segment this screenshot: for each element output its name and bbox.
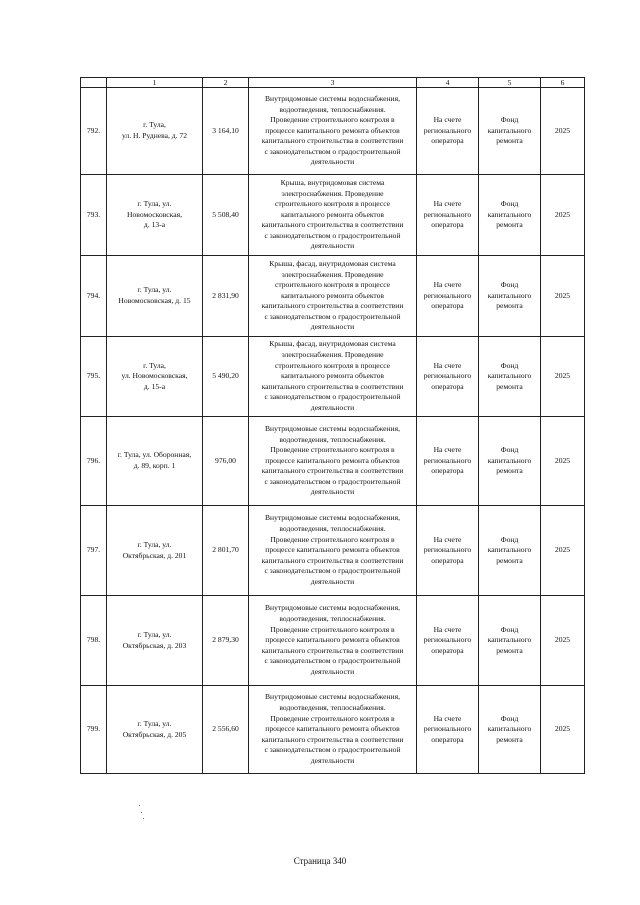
table-row	[81, 596, 585, 686]
area-cell: 976,00	[203, 417, 249, 506]
table-row	[81, 417, 585, 506]
account-cell: На счете регионального оператора	[417, 506, 479, 596]
year-cell: 2025	[541, 506, 585, 596]
table-body	[81, 88, 585, 774]
header-cell-4: 4	[417, 78, 479, 88]
table-row	[81, 175, 585, 256]
works-cell: Крыша, фасад, внутридомовая система электроснабжения. Проведение строительного контроля в процессе капитального ремонта объектов капитального строительства в соответствии с законодательством о градостроительной деятельности	[249, 337, 417, 417]
address-cell: г. Тула, ул. Новомосковская, д. 15	[107, 256, 203, 337]
row-number: 792.	[81, 88, 107, 175]
fund-cell: Фонд капитального ремонта	[479, 686, 541, 774]
works-cell: Внутридомовые системы водоснабжения, водоотведения, теплоснабжения. Проведение строительного контроля в процессе капитального ремонта объектов капитального строительства в соответствии с законодательством о градостроительной деятельности	[249, 596, 417, 686]
area-cell: 2 801,70	[203, 506, 249, 596]
row-number: 797.	[81, 506, 107, 596]
table-row	[81, 337, 585, 417]
header-cell-5: 5	[479, 78, 541, 88]
account-cell: На счете регионального оператора	[417, 256, 479, 337]
area-cell: 2 831,90	[203, 256, 249, 337]
fund-cell: Фонд капитального ремонта	[479, 256, 541, 337]
works-cell: Внутридомовые системы водоснабжения, водоотведения, теплоснабжения. Проведение строительного контроля в процессе капитального ремонта объектов капитального строительства в соответствии с законодательством о градостроительной деятельности	[249, 506, 417, 596]
register-table	[80, 77, 585, 774]
row-number: 795.	[81, 337, 107, 417]
row-number: 799.	[81, 686, 107, 774]
row-number: 796.	[81, 417, 107, 506]
fund-cell: Фонд капитального ремонта	[479, 506, 541, 596]
works-cell: Внутридомовые системы водоснабжения, водоотведения, теплоснабжения. Проведение строительного контроля в процессе капитального ремонта объектов капитального строительства в соответствии с законодательством о градостроительной деятельности	[249, 686, 417, 774]
header-cell-6: 6	[541, 78, 585, 88]
account-cell: На счете регионального оператора	[417, 686, 479, 774]
area-cell: 2 879,30	[203, 596, 249, 686]
header-cell-2: 2	[203, 78, 249, 88]
account-cell: На счете регионального оператора	[417, 175, 479, 256]
year-cell: 2025	[541, 88, 585, 175]
fund-cell: Фонд капитального ремонта	[479, 175, 541, 256]
scan-speck	[143, 818, 144, 819]
year-cell: 2025	[541, 256, 585, 337]
page-number: Страница 340	[293, 856, 347, 866]
area-cell: 3 164,10	[203, 88, 249, 175]
address-cell: г. Тула, ул. Н. Руднева, д. 72	[107, 88, 203, 175]
address-cell: г. Тула, ул. Новомосковская, д. 15-а	[107, 337, 203, 417]
table-header	[81, 78, 585, 88]
account-cell: На счете регионального оператора	[417, 596, 479, 686]
account-cell: На счете регионального оператора	[417, 88, 479, 175]
row-number: 794.	[81, 256, 107, 337]
year-cell: 2025	[541, 596, 585, 686]
address-cell: г. Тула, ул. Новомосковская, д. 13-а	[107, 175, 203, 256]
header-row	[81, 78, 585, 88]
header-cell-1: 1	[107, 78, 203, 88]
area-cell: 5 508,40	[203, 175, 249, 256]
works-cell: Крыша, фасад, внутридомовая система электроснабжения. Проведение строительного контроля в процессе капитального ремонта объектов капитального строительства в соответствии с законодательством о градостроительной деятельности	[249, 256, 417, 337]
header-cell-3: 3	[249, 78, 417, 88]
works-cell: Внутридомовые системы водоснабжения, водоотведения, теплоснабжения. Проведение строительного контроля в процессе капитального ремонта объектов капитального строительства в соответствии с законодательством о градостроительной деятельности	[249, 417, 417, 506]
works-cell: Крыша, внутридомовая система электроснабжения. Проведение строительного контроля в процессе капитального ремонта объектов капитального строительства в соответствии с законодательством о градостроительной деятельности	[249, 175, 417, 256]
account-cell: На счете регионального оператора	[417, 337, 479, 417]
year-cell: 2025	[541, 686, 585, 774]
address-cell: г. Тула, ул. Октябрьская, д. 203	[107, 596, 203, 686]
address-cell: г. Тула, ул. Октябрьская, д. 201	[107, 506, 203, 596]
table-row	[81, 256, 585, 337]
address-cell: г. Тула, ул. Октябрьская, д. 205	[107, 686, 203, 774]
area-cell: 2 556,60	[203, 686, 249, 774]
account-cell: На счете регионального оператора	[417, 417, 479, 506]
row-number: 798.	[81, 596, 107, 686]
scan-speck	[139, 805, 140, 806]
header-cell-blank	[81, 78, 107, 88]
table-row	[81, 88, 585, 175]
fund-cell: Фонд капитального ремонта	[479, 88, 541, 175]
year-cell: 2025	[541, 175, 585, 256]
year-cell: 2025	[541, 337, 585, 417]
address-cell: г. Тула, ул. Оборонная, д. 89, корп. 1	[107, 417, 203, 506]
area-cell: 5 490,20	[203, 337, 249, 417]
year-cell: 2025	[541, 417, 585, 506]
row-number: 793.	[81, 175, 107, 256]
table-row	[81, 506, 585, 596]
table-row	[81, 686, 585, 774]
fund-cell: Фонд капитального ремонта	[479, 596, 541, 686]
fund-cell: Фонд капитального ремонта	[479, 417, 541, 506]
works-cell: Внутридомовые системы водоснабжения, водоотведения, теплоснабжения. Проведение строительного контроля в процессе капитального ремонта объектов капитального строительства в соответствии с законодательством о градостроительной деятельности	[249, 88, 417, 175]
fund-cell: Фонд капитального ремонта	[479, 337, 541, 417]
scan-speck	[141, 812, 142, 813]
